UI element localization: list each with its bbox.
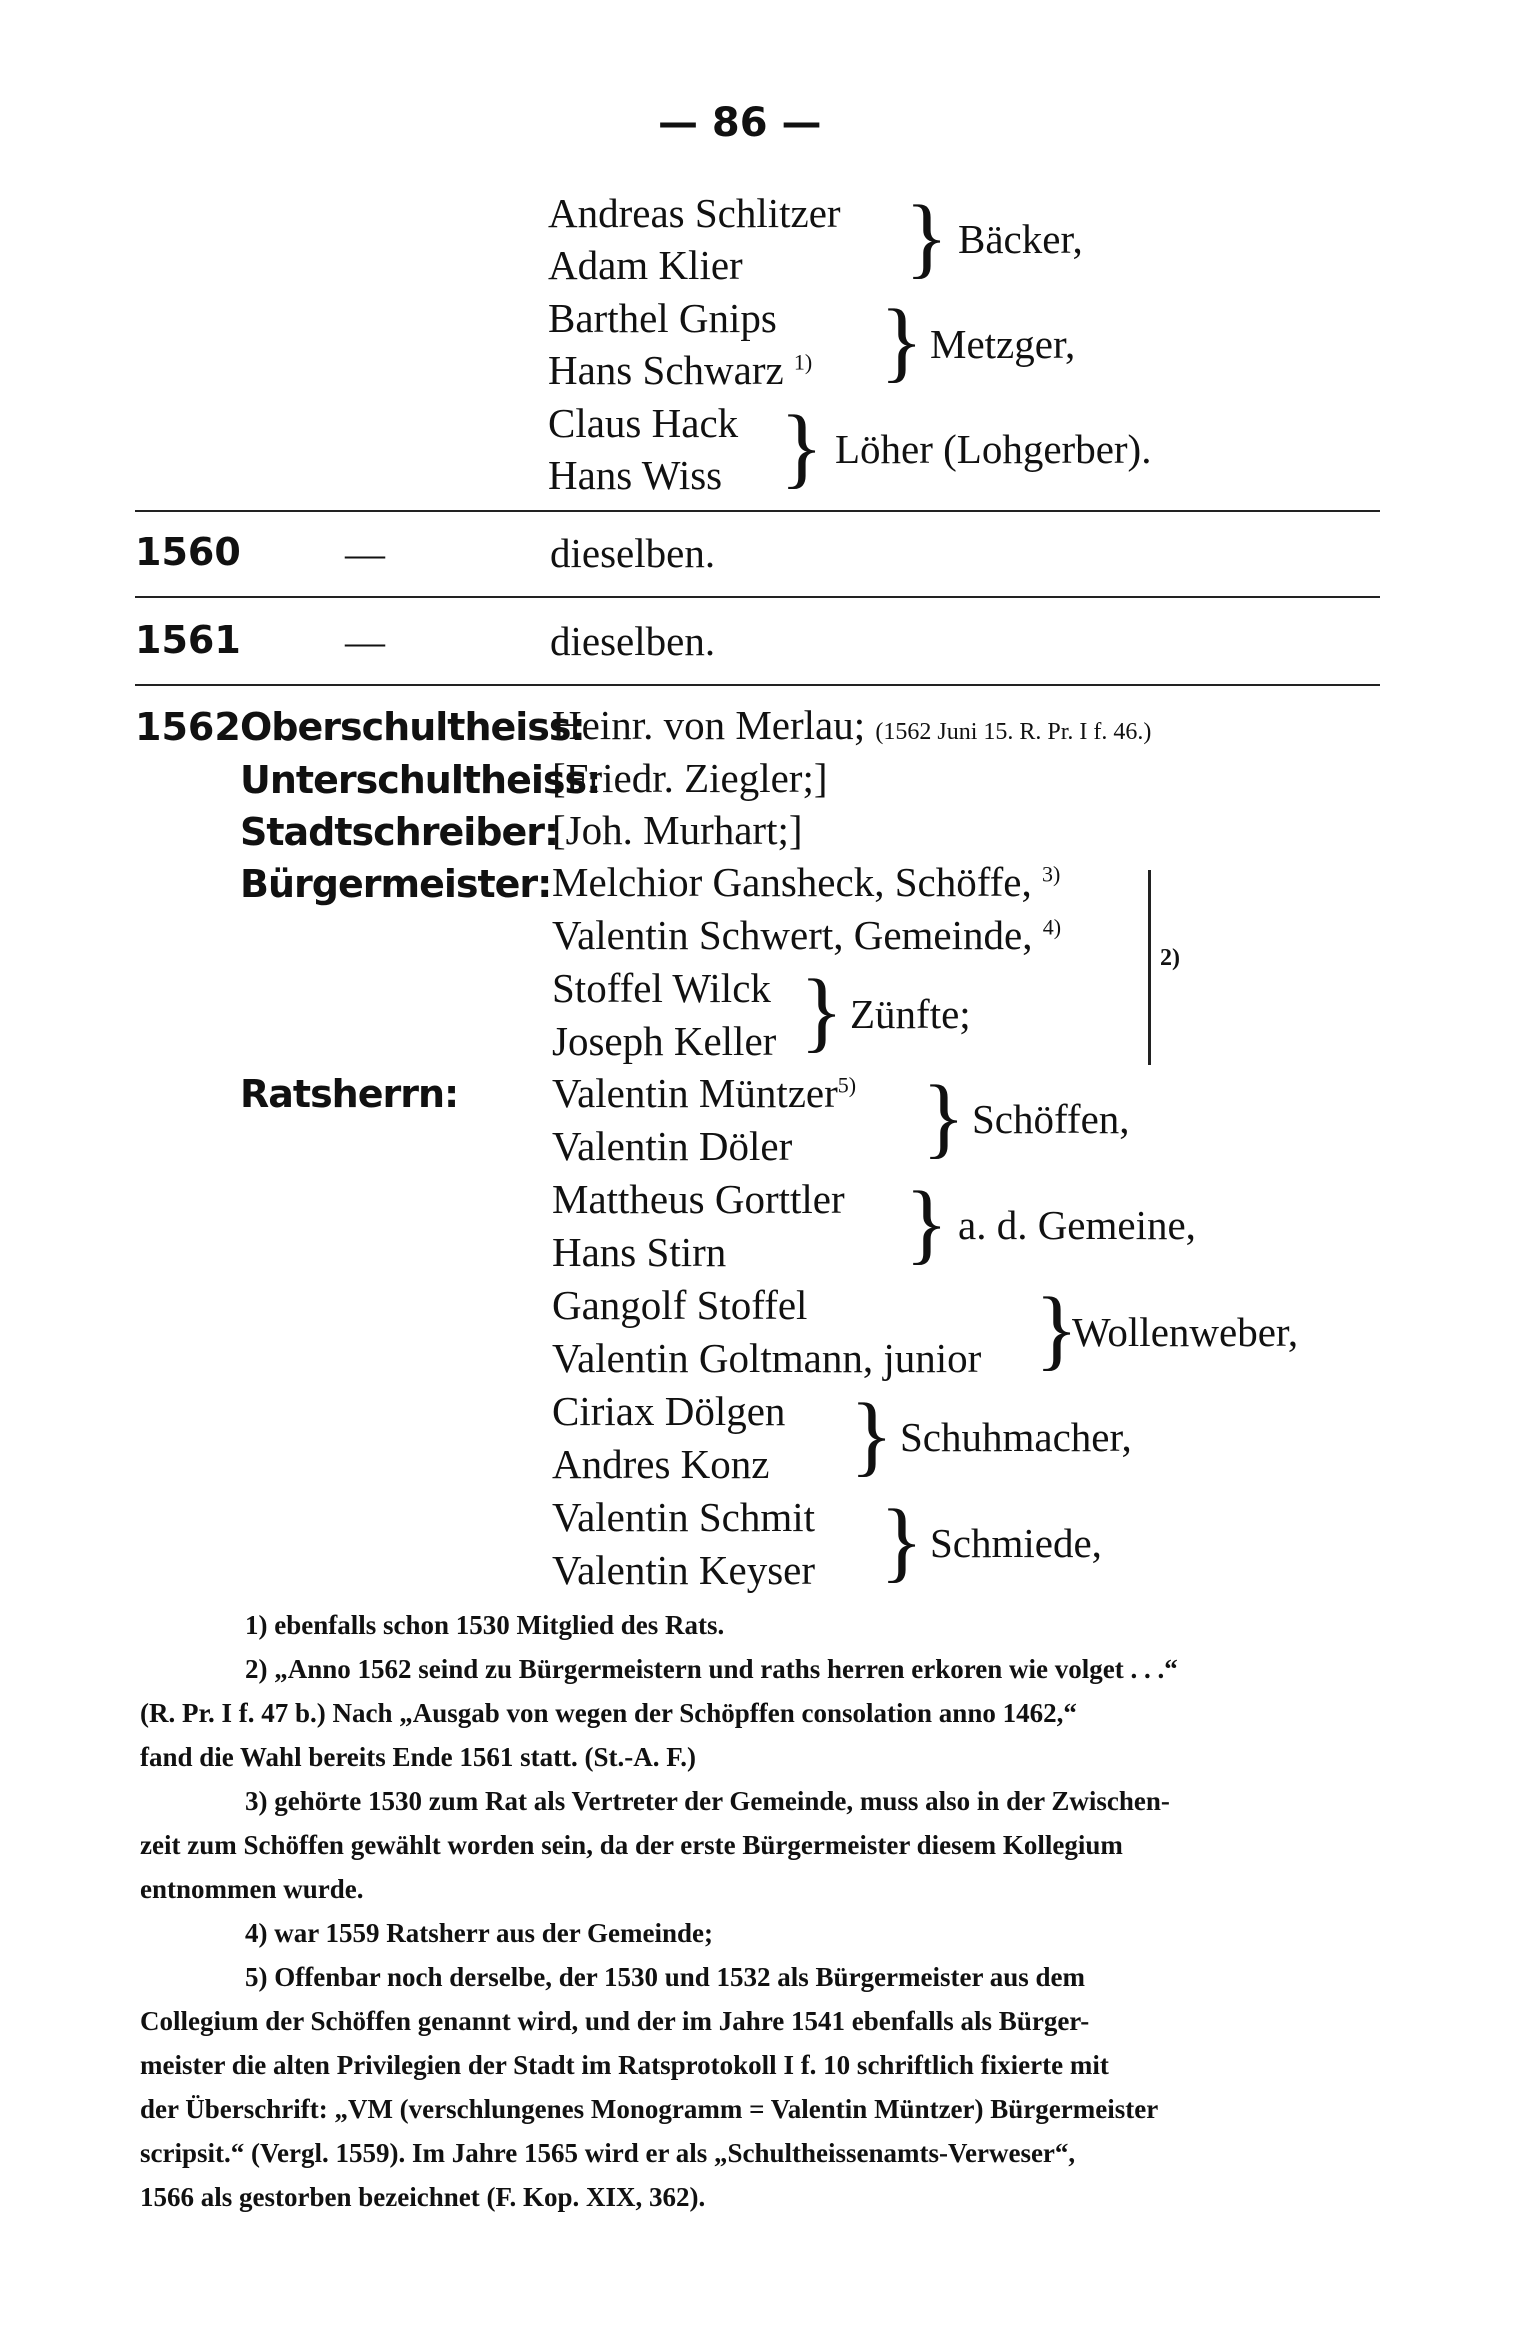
top-group-2-name-2-text: Hans Schwarz <box>548 347 784 393</box>
value-unterschultheiss: [Friedr. Ziegler;] <box>552 755 828 801</box>
footnote-4-line-1: war 1559 Ratsherr aus der Gemeinde; <box>274 1918 713 1948</box>
year-1562: 1562 <box>135 705 241 749</box>
footnote-2-mark: 2) <box>245 1654 268 1684</box>
rat-group-2-name-1: Mattheus Gorttler <box>552 1176 845 1222</box>
top-group-3-name-2: Hans Wiss <box>548 452 723 498</box>
note-oberschultheiss: (1562 Juni 15. R. Pr. I f. 46.) <box>875 719 1152 745</box>
top-group-1-name-1: Andreas Schlitzer <box>548 190 841 236</box>
rat-group-2-name-2: Hans Stirn <box>552 1229 727 1275</box>
rat-group-4-name-1: Ciriax Dölgen <box>552 1388 786 1434</box>
footnote-ref-3: 3) <box>1041 861 1061 887</box>
rat-group-2-trade: a. d. Gemeine, <box>958 1202 1196 1248</box>
rat-group-3-name-2: Valentin Goltmann, junior <box>552 1335 982 1381</box>
buergermeister-line-1 <box>552 857 1060 907</box>
brace-icon: } <box>800 962 844 1061</box>
dash-1560: — <box>345 531 385 576</box>
divider <box>135 510 1380 512</box>
year-1560: 1560 <box>135 530 241 574</box>
footnote-5-line-4: der Überschrift: „VM (verschlungenes Monogramm = Valentin Müntzer) Bürgermeister <box>140 2094 1159 2124</box>
label-oberschultheiss: Oberschultheiss: <box>240 705 585 749</box>
footnote-5-line-1: Offenbar noch derselbe, der 1530 und 1532 als Bürgermeister aus dem <box>274 1962 1085 1992</box>
footnote-4 <box>245 1911 713 1955</box>
brace-icon: } <box>922 1068 966 1167</box>
footnote-5-line-5: scripsit.“ (Vergl. 1559). Im Jahre 1565 wird er als „Schultheissenamts-Verweser“, <box>140 2138 1076 2168</box>
top-group-3-name-1: Claus Hack <box>548 400 739 446</box>
bracket-line <box>1148 870 1151 1065</box>
footnote-3 <box>245 1779 1170 1823</box>
rat-group-1-name-1 <box>552 1068 856 1118</box>
footnote-5-line-2: Collegium der Schöffen genannt wird, und der im Jahre 1541 ebenfalls als Bürger- <box>140 2006 1090 2036</box>
rat-group-1-name-2: Valentin Döler <box>552 1123 793 1169</box>
year-1561: 1561 <box>135 618 241 662</box>
footnote-5-line-6: 1566 als gestorben bezeichnet (F. Kop. XIX, 362). <box>140 2182 706 2212</box>
zuenfte-label: Zünfte; <box>850 991 971 1037</box>
rat-group-4-name-2: Andres Konz <box>552 1441 770 1487</box>
footnote-2-line-2: (R. Pr. I f. 47 b.) Nach „Ausgab von wegen der Schöpffen consolation anno 1462,“ <box>140 1698 1077 1728</box>
rat-group-5-name-2: Valentin Keyser <box>552 1547 815 1593</box>
footnote-3-line-3: entnommen wurde. <box>140 1874 364 1904</box>
top-group-2-trade: Metzger, <box>930 321 1076 367</box>
brace-icon: } <box>780 398 824 497</box>
label-stadtschreiber: Stadtschreiber: <box>240 810 559 854</box>
brace-icon: } <box>905 188 949 287</box>
footnote-2 <box>245 1647 1178 1691</box>
top-group-2-name-2 <box>548 345 812 395</box>
top-group-3-trade: Löher (Lohgerber). <box>835 426 1152 472</box>
footnote-2-line-1: „Anno 1562 seind zu Bürgermeistern und raths herren erkoren wie volget . . .“ <box>274 1654 1178 1684</box>
footnote-5 <box>245 1955 1085 1999</box>
zuenfte-name-2: Joseph Keller <box>552 1018 777 1064</box>
footnote-4-mark: 4) <box>245 1918 268 1948</box>
footnote-1 <box>245 1603 724 1647</box>
top-group-2-name-1: Barthel Gnips <box>548 295 777 341</box>
brace-icon: } <box>905 1174 949 1273</box>
footnote-ref-1: 1) <box>793 349 813 375</box>
top-group-1-trade: Bäcker, <box>958 216 1083 262</box>
brace-icon: } <box>850 1386 894 1485</box>
footnote-3-line-2: zeit zum Schöffen gewählt worden sein, da der erste Bürgermeister diesem Kollegium <box>140 1830 1123 1860</box>
label-buergermeister: Bürgermeister: <box>240 862 552 906</box>
footnote-2-line-3: fand die Wahl bereits Ende 1561 statt. (St.-A. F.) <box>140 1742 697 1772</box>
buergermeister-line-2 <box>552 910 1061 960</box>
value-oberschultheiss <box>552 700 1151 757</box>
footnote-1-mark: 1) <box>245 1610 268 1640</box>
rat-group-4-trade: Schuhmacher, <box>900 1414 1132 1460</box>
value-stadtschreiber: [Joh. Murhart;] <box>552 807 803 853</box>
buergermeister-line-1-text: Melchior Gansheck, Schöffe, <box>552 859 1032 905</box>
text-1561: dieselben. <box>550 618 716 664</box>
brace-icon: } <box>1035 1280 1079 1379</box>
footnote-5-mark: 5) <box>245 1962 268 1992</box>
divider <box>135 596 1380 598</box>
footnote-ref-5: 5) <box>837 1072 857 1098</box>
footnote-5-line-3: meister die alten Privilegien der Stadt im Ratsprotokoll I f. 10 schriftlich fixierte mit <box>140 2050 1109 2080</box>
zuenfte-name-1: Stoffel Wilck <box>552 965 771 1011</box>
rat-group-5-name-1: Valentin Schmit <box>552 1494 816 1540</box>
value-oberschultheiss-text: Heinr. von Merlau; <box>552 702 866 748</box>
footnote-1-line-1: ebenfalls schon 1530 Mitglied des Rats. <box>274 1610 725 1640</box>
rat-group-1-name-1-text: Valentin Müntzer <box>552 1070 838 1116</box>
footnote-3-line-1: gehörte 1530 zum Rat als Vertreter der Gemeinde, muss also in der Zwischen- <box>274 1786 1170 1816</box>
rat-group-3-trade: Wollenweber, <box>1072 1309 1299 1355</box>
rat-group-1-trade: Schöffen, <box>972 1096 1130 1142</box>
label-ratsherrn: Ratsherrn: <box>240 1072 459 1116</box>
label-unterschultheiss: Unterschultheiss: <box>240 758 601 802</box>
brace-icon: } <box>880 1492 924 1591</box>
rat-group-3-name-1: Gangolf Stoffel <box>552 1282 808 1328</box>
divider <box>135 684 1380 686</box>
top-group-1-name-2: Adam Klier <box>548 242 743 288</box>
buergermeister-line-2-text: Valentin Schwert, Gemeinde, <box>552 912 1033 958</box>
rat-group-5-trade: Schmiede, <box>930 1520 1102 1566</box>
footnote-3-mark: 3) <box>245 1786 268 1816</box>
text-1560: dieselben. <box>550 530 716 576</box>
page-number: — 86 — <box>658 100 822 146</box>
bracket-note: 2) <box>1160 945 1180 971</box>
dash-1561: — <box>345 619 385 664</box>
footnote-ref-4: 4) <box>1042 914 1062 940</box>
brace-icon: } <box>880 292 924 391</box>
